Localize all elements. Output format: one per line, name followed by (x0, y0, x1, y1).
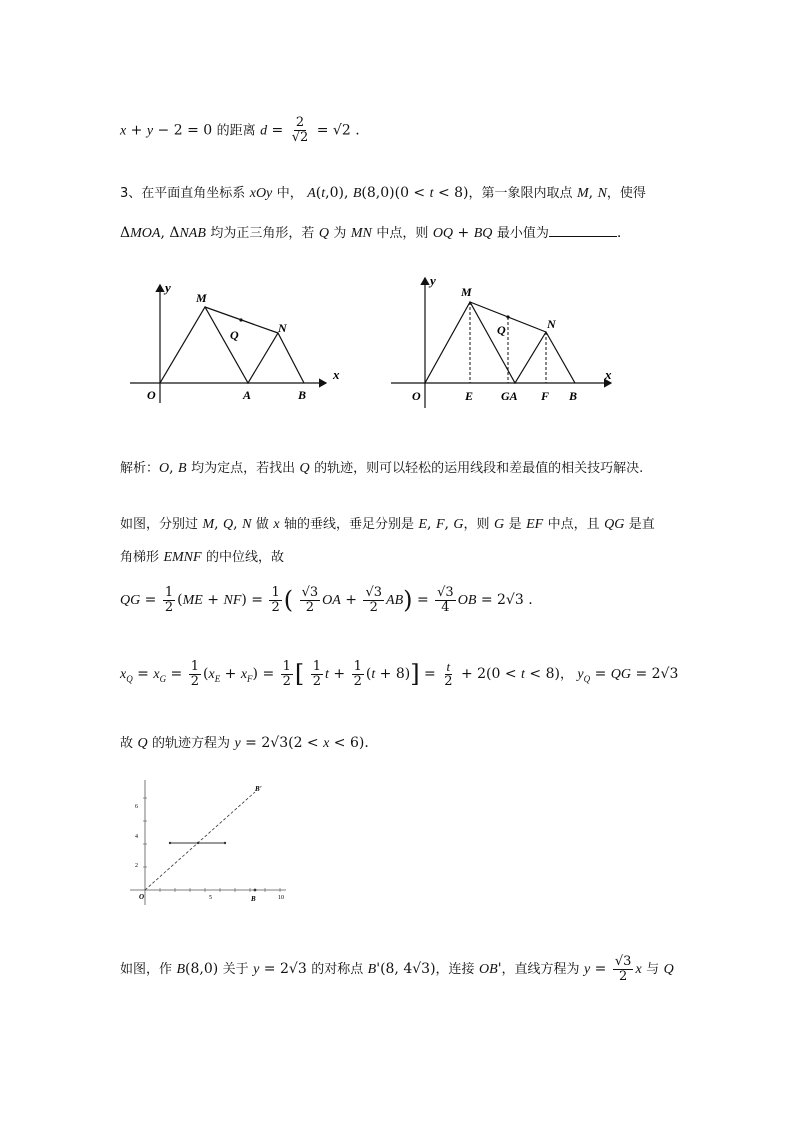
fig2-label-F: F (541, 389, 550, 403)
fig2-label-N: N (547, 317, 556, 331)
fig3-label-Bprime: B' (255, 785, 262, 793)
fig3-xtick-10: 10 (278, 895, 284, 901)
fig2-label-O: O (412, 389, 421, 403)
fig3-label-B: B (251, 895, 256, 903)
fig2-label-M: M (461, 285, 472, 299)
fig1-label-O: O (147, 388, 156, 402)
fig2-label-x: x (605, 367, 612, 382)
fig3-ytick-6: 6 (135, 804, 138, 810)
fig2-label-GA: GA (501, 389, 518, 403)
problem-statement-line-1: 3、在平面直角坐标系 xOy 中， A(t,0), B(8,0)(0 < t < 8)，第一象限内取点 M, N，使得 (120, 185, 646, 201)
fig1-label-N: N (278, 321, 287, 335)
fig3-ytick-4: 4 (135, 834, 138, 840)
solution-line-final: 如图，作 B(8,0) 关于 y = 2√3 的对称点 B'(8, 4√3)，连接 OB'，直线方程为 y = $\frac{√3}{2}$ x 与 Q (120, 953, 674, 984)
fig1-label-x: x (333, 367, 340, 382)
fig1-label-B: B (298, 388, 307, 402)
figure-3 (118, 775, 293, 910)
solution-line-2: 角梯形 EMNF 的中位线，故 (120, 550, 285, 565)
equation-qg: QG = $\frac{1}{2}$ (ME + NF) = $\frac{1}{2}$ ( $\frac{√3}{2}$ OA + $\frac{√3}{2}$ AB) = $\frac{√3}{4}$ OB = 2√3 . (120, 584, 533, 615)
solution-line-1: 如图，分别过 M, Q, N 做 x 轴的垂线，垂足分别是 E, F, G，则 G 是 EF 中点，且 QG 是直 (120, 516, 655, 532)
equation-xq: $x_Q = x_G$ = $\frac{1}{2}$ $(x_E + x_F)$ = $\frac{1}{2}$ [ $\frac{1}{2}$ t + $\frac{1}{2}$ (t + 8)] = $\frac{t}{2}$ + 2(0 < t < 8)， $y_Q$ = QG = 2√3 (120, 658, 679, 689)
answer-blank (549, 222, 617, 237)
fig1-label-Q: Q (230, 328, 239, 342)
text-line-1: x + y − 2 = 0 的距离 d = $\frac{2}{√2}$ = √2 . (120, 115, 360, 145)
fig3-ytick-2: 2 (135, 863, 138, 869)
fig3-xtick-5: 5 (209, 895, 212, 901)
fig2-label-y: y (430, 273, 436, 288)
fig2-label-Q: Q (497, 323, 506, 337)
problem-statement-line-2: ΔMOA, ΔNAB 均为正三角形，若 Q 为 MN 中点，则 OQ + BQ 最小值为 . (120, 222, 621, 244)
fig1-label-A: A (243, 388, 252, 402)
fig1-label-M: M (196, 291, 207, 305)
figure-2 (385, 268, 620, 413)
fig3-label-O: O (139, 893, 145, 901)
fig2-label-B: B (569, 389, 578, 403)
fig2-label-E: E (465, 389, 474, 403)
analysis-line: 解析：O, B 均为定点，若找出 Q 的轨迹，则可以轻松的运用线段和差最值的相关技巧解决. (120, 460, 644, 476)
fig1-label-y: y (165, 280, 171, 295)
figure-1 (120, 275, 355, 410)
trajectory-line: 故 Q 的轨迹方程为 y = 2√3(2 < x < 6). (120, 735, 369, 751)
